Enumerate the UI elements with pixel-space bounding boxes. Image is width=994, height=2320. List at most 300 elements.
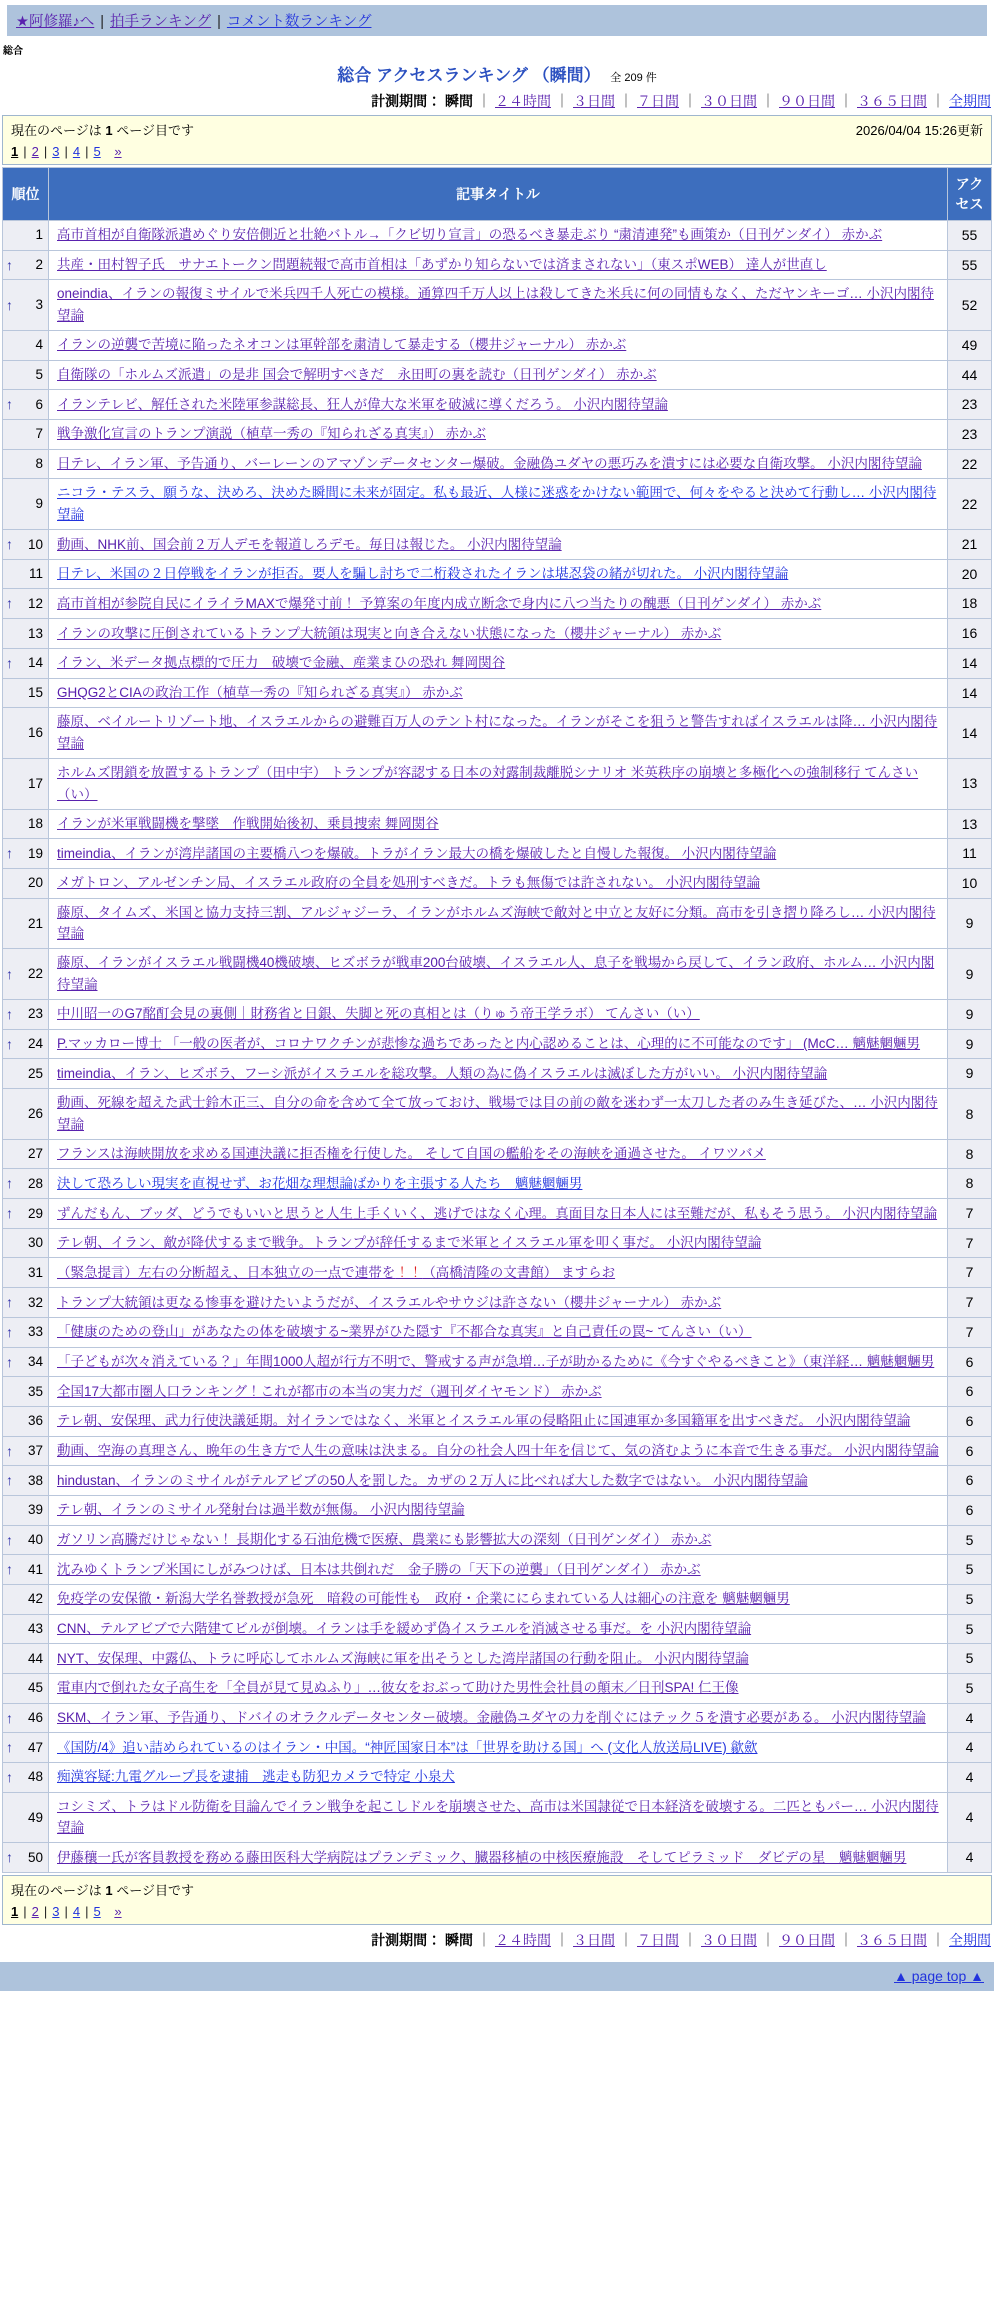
rank-number: 22 bbox=[27, 966, 43, 982]
table-row bbox=[3, 280, 992, 331]
article-title-cell bbox=[49, 1258, 948, 1288]
article-link[interactable]: 伊藤穰一氏が客員教授を務める藤田医科大学病院はプランデミック、臓器移植の中核医療施設 そしてピラミッド ダビデの星 魑魅魍魎男 bbox=[57, 1849, 907, 1865]
period-link[interactable]: 全期間 bbox=[949, 1931, 991, 1948]
period-link[interactable]: ７日間 bbox=[637, 93, 679, 109]
table-row bbox=[3, 1169, 992, 1199]
rank-cell bbox=[3, 619, 49, 649]
ranking-table bbox=[2, 167, 992, 1873]
table-row bbox=[3, 1347, 992, 1377]
article-link[interactable]: 決して恐ろしい現実を直視せず、お花畑な理想論ばかりを主張する人たち 魑魅魍魎男 bbox=[57, 1175, 583, 1191]
article-link[interactable]: 動画、死線を超えた武士鈴木正三、自分の命を含めて全て放っておけ、戦場では目の前の敵を迷わず一太刀した者のみ生き延びた、… 小沢内閣待望論 bbox=[57, 1095, 938, 1132]
article-link[interactable]: CNN、テルアビブで六階建てビルが倒壊。イランは手を緩めず偽イスラエルを消滅させる事だ。を 小沢内閣待望論 bbox=[57, 1620, 752, 1636]
rank-number: 47 bbox=[27, 1739, 43, 1755]
rank-cell bbox=[3, 1525, 49, 1555]
rank-number: 43 bbox=[27, 1620, 43, 1636]
article-link[interactable]: イランテレビ、解任された米陸軍参謀総長、狂人が偉大な米軍を破滅に導くだろう。 小沢内閣待望論 bbox=[57, 396, 668, 412]
rank-number: 29 bbox=[27, 1205, 43, 1221]
section-label: 総合 bbox=[3, 46, 23, 57]
total-count: 全 209 件 bbox=[610, 72, 657, 84]
article-title-cell bbox=[49, 589, 948, 619]
article-title-cell bbox=[49, 1059, 948, 1089]
rank-cell bbox=[3, 678, 49, 708]
table-row bbox=[3, 1059, 992, 1089]
rank-cell bbox=[3, 559, 49, 589]
period-link[interactable]: ２４時間 bbox=[495, 1931, 551, 1948]
rank-up-arrow-icon: ↑ bbox=[6, 1739, 13, 1756]
rank-number: 35 bbox=[27, 1383, 43, 1399]
rank-number: 24 bbox=[27, 1036, 43, 1052]
rank-up-arrow-icon: ↑ bbox=[6, 654, 13, 671]
rank-number: 38 bbox=[27, 1472, 43, 1488]
pagination-separator: | bbox=[43, 1903, 48, 1919]
pagination-page-link[interactable]: 2 bbox=[31, 144, 39, 159]
rank-up-arrow-icon: ↑ bbox=[6, 1294, 13, 1311]
article-link[interactable]: ずんだもん、ブッダ、どうでもいいと思うと人生上手くいく、逃げではなく心理。真面目な日本人には至難だが、私もそう思う。 小沢内閣待望論 bbox=[57, 1205, 938, 1221]
rank-cell bbox=[3, 758, 49, 809]
article-link[interactable]: フランスは海峡開放を求める国連決議に拒否権を行使した。 そして自国の艦船をその海峡を通過させた。 イワツバメ bbox=[57, 1146, 766, 1162]
table-row bbox=[3, 1466, 992, 1496]
rank-cell bbox=[3, 479, 49, 530]
rank-cell bbox=[3, 1644, 49, 1674]
access-count: 6 bbox=[948, 1436, 992, 1466]
table-row bbox=[3, 898, 992, 949]
pagination-separator: | bbox=[43, 144, 48, 159]
rank-number: 5 bbox=[35, 367, 43, 383]
table-row bbox=[3, 1089, 992, 1140]
table-row bbox=[3, 1258, 992, 1288]
page-info-box-top bbox=[2, 115, 992, 165]
rank-cell bbox=[3, 250, 49, 280]
period-label: 計測期間： bbox=[371, 1931, 445, 1948]
period-separator: ｜ bbox=[761, 93, 775, 109]
period-link[interactable]: ２４時間 bbox=[495, 93, 551, 109]
rank-cell bbox=[3, 1406, 49, 1436]
rank-cell bbox=[3, 420, 49, 450]
rank-number: 34 bbox=[27, 1353, 43, 1369]
pagination-separator: | bbox=[23, 1903, 27, 1919]
article-link[interactable]: timeindia、イランが湾岸諸国の主要橋八つを爆破。トラがイラン最大の橋を爆破したと自慢した報復。 小沢内閣待望論 bbox=[57, 845, 777, 861]
article-link[interactable]: 藤原、イランがイスラエル戦闘機40機破壊、ヒズボラが戦車200台破壊、イスラエル人、息子を戦場から戻して、イラン政府、ホルム… 小沢内閣待望論 bbox=[57, 955, 935, 993]
table-row bbox=[3, 678, 992, 708]
article-link[interactable]: 藤原、ベイルートリゾート地、イスラエルからの避難百万人のテント村になった。イランがそこを狙うと警告すればイスラエルは降… 小沢内閣待望論 bbox=[57, 714, 938, 752]
article-title-cell bbox=[49, 949, 948, 1000]
period-separator: ｜ bbox=[683, 1931, 697, 1948]
article-title-cell bbox=[49, 449, 948, 479]
article-title-cell bbox=[49, 280, 948, 331]
table-row bbox=[3, 1317, 992, 1347]
table-row bbox=[3, 1377, 992, 1407]
table-row bbox=[3, 530, 992, 560]
rank-cell bbox=[3, 1495, 49, 1525]
table-row bbox=[3, 479, 992, 530]
rank-up-arrow-icon: ↑ bbox=[6, 595, 13, 612]
access-count: 11 bbox=[948, 839, 992, 869]
table-row bbox=[3, 1792, 992, 1843]
article-title-cell bbox=[49, 1762, 948, 1792]
article-link[interactable]: 日テレ、イラン軍、予告通り、バーレーンのアマゾンデータセンター爆破。金融偽ユダヤの悪巧みを潰すには必要な自衛攻撃。 小沢内閣待望論 bbox=[57, 456, 922, 472]
article-title-cell bbox=[49, 1843, 948, 1873]
table-row bbox=[3, 839, 992, 869]
article-link[interactable]: （緊急提言）左右の分断超え、日本独立の一点で連帯を！！（高橋清隆の文書館） ますらお bbox=[57, 1264, 616, 1280]
access-count: 16 bbox=[948, 619, 992, 649]
article-link[interactable]: 免疫学の安保徹・新潟大学名誉教授が急死 暗殺の可能性も 政府・企業ににらまれている人は細心の注意を 魑魅魍魎男 bbox=[57, 1591, 790, 1607]
access-count: 8 bbox=[948, 1139, 992, 1169]
table-row bbox=[3, 868, 992, 898]
rank-up-arrow-icon: ↑ bbox=[6, 256, 13, 273]
column-header-access: アクセス bbox=[948, 168, 992, 221]
access-count: 9 bbox=[948, 1000, 992, 1030]
access-count: 4 bbox=[948, 1733, 992, 1763]
rank-number: 10 bbox=[27, 536, 43, 552]
table-row bbox=[3, 1029, 992, 1059]
article-title-cell bbox=[49, 360, 948, 390]
table-row bbox=[3, 420, 992, 450]
article-title-cell bbox=[49, 1525, 948, 1555]
article-link[interactable]: P.マッカロー博士 「一般の医者が、コロナワクチンが悲惨な過ちであったと内心認めることは、心理的に不可能なのです」 (McC… 魑魅魍魎男 bbox=[57, 1036, 921, 1052]
pagination-page-link[interactable]: 2 bbox=[31, 1903, 39, 1919]
rank-number: 37 bbox=[27, 1442, 43, 1458]
table-row bbox=[3, 1843, 992, 1873]
article-link[interactable]: ホルムズ閉鎖を放置するトランプ（田中宇） トランプが容認する日本の対露制裁離脱シナリオ 米英秩序の崩壊と多極化への強制移行 てんさい（い） bbox=[57, 764, 919, 802]
nav-link[interactable]: ★阿修羅♪へ bbox=[16, 14, 95, 30]
article-title-cell bbox=[49, 1228, 948, 1258]
rank-cell bbox=[3, 1199, 49, 1229]
table-row bbox=[3, 1525, 992, 1555]
article-link[interactable]: 「健康のための登山」があなたの体を破壊する~業界がひた隠す『不都合な真実』と自己責任の罠~ てんさい（い） bbox=[57, 1324, 752, 1340]
access-count: 52 bbox=[948, 280, 992, 331]
table-row bbox=[3, 1673, 992, 1703]
rank-number: 18 bbox=[27, 816, 43, 832]
pagination-page-link[interactable]: 5 bbox=[93, 1903, 101, 1919]
table-row bbox=[3, 331, 992, 361]
rank-number: 21 bbox=[27, 915, 43, 931]
article-title-cell bbox=[49, 648, 948, 678]
rank-up-arrow-icon: ↑ bbox=[6, 1561, 13, 1578]
rank-cell bbox=[3, 1288, 49, 1318]
article-link[interactable]: コシミズ、トラはドル防衛を目論んでイラン戦争を起こしドルを崩壊させた、高市は米国隷従で日本経済を破壊する。二匹ともパー… 小沢内閣待望論 bbox=[57, 1798, 939, 1836]
rank-number: 26 bbox=[27, 1106, 43, 1121]
article-link[interactable]: イランが米軍戦闘機を撃墜 作戦開始後初、乗員捜索 舞岡関谷 bbox=[57, 816, 439, 832]
period-separator: ｜ bbox=[477, 1931, 491, 1948]
table-row bbox=[3, 1436, 992, 1466]
rank-up-arrow-icon: ↑ bbox=[6, 1531, 13, 1548]
rank-number: 28 bbox=[27, 1175, 43, 1191]
nav-link[interactable]: 拍手ランキング bbox=[110, 14, 212, 30]
period-link[interactable]: ７日間 bbox=[637, 1931, 679, 1948]
rank-cell bbox=[3, 1059, 49, 1089]
current-page-text: 現在のページは 1 ページ目です bbox=[11, 1882, 194, 1898]
pagination-bottom bbox=[11, 1904, 983, 1919]
rank-cell bbox=[3, 708, 49, 759]
table-row bbox=[3, 708, 992, 759]
table-row bbox=[3, 1762, 992, 1792]
access-count: 6 bbox=[948, 1377, 992, 1407]
access-count: 18 bbox=[948, 589, 992, 619]
period-link[interactable]: ３日間 bbox=[573, 1931, 615, 1948]
rank-up-arrow-icon: ↑ bbox=[6, 965, 13, 982]
access-count: 22 bbox=[948, 479, 992, 530]
article-link[interactable]: イランの攻撃に圧倒されているトランプ大統領は現実と向き合えない状態になった（櫻井ジャーナル） 赤かぶ bbox=[57, 625, 722, 641]
rank-number: 39 bbox=[27, 1502, 43, 1518]
rank-up-arrow-icon: ↑ bbox=[6, 1849, 13, 1866]
rank-up-arrow-icon: ↑ bbox=[6, 1472, 13, 1489]
article-title-cell bbox=[49, 1495, 948, 1525]
access-count: 7 bbox=[948, 1199, 992, 1229]
rank-up-arrow-icon: ↑ bbox=[6, 1035, 13, 1052]
rank-number: 3 bbox=[35, 297, 43, 313]
rank-cell bbox=[3, 530, 49, 560]
article-title-cell bbox=[49, 1644, 948, 1674]
article-title-cell bbox=[49, 1317, 948, 1347]
rank-cell bbox=[3, 1584, 49, 1614]
rank-cell bbox=[3, 949, 49, 1000]
article-link[interactable]: 動画、NHK前、国会前２万人デモを報道しろデモ。毎日は報じた。 小沢内閣待望論 bbox=[57, 536, 562, 552]
table-row bbox=[3, 1555, 992, 1585]
access-count: 8 bbox=[948, 1169, 992, 1199]
access-count: 9 bbox=[948, 949, 992, 1000]
rank-cell bbox=[3, 331, 49, 361]
rank-number: 15 bbox=[27, 684, 43, 700]
period-link[interactable]: 全期間 bbox=[949, 93, 991, 109]
rank-cell bbox=[3, 1228, 49, 1258]
period-link[interactable]: ９０日間 bbox=[779, 93, 835, 109]
article-title-cell bbox=[49, 1347, 948, 1377]
table-row bbox=[3, 809, 992, 839]
rank-cell bbox=[3, 1614, 49, 1644]
rank-number: 1 bbox=[35, 227, 43, 243]
pagination-page-link[interactable]: 5 bbox=[93, 144, 101, 159]
access-count: 5 bbox=[948, 1673, 992, 1703]
table-row bbox=[3, 1584, 992, 1614]
article-title-cell bbox=[49, 420, 948, 450]
access-count: 23 bbox=[948, 420, 992, 450]
table-row bbox=[3, 1199, 992, 1229]
page-title: 総合 アクセスランキング （瞬間） bbox=[337, 66, 601, 85]
rank-cell bbox=[3, 1317, 49, 1347]
rank-cell bbox=[3, 1377, 49, 1407]
article-link[interactable]: 《国防/4》追い詰められているのはイラン・中国。“神匠国家日本”は「世界を助ける国」へ (文化人放送局LIVE) 歙歛 bbox=[57, 1739, 758, 1755]
access-count: 5 bbox=[948, 1555, 992, 1585]
rank-number: 25 bbox=[27, 1065, 43, 1081]
article-link[interactable]: 動画、空海の真理さん、晩年の生き方で人生の意味は決まる。自分の社会人四十年を信じて、気の済むように本音で生きる事だ。 小沢内閣待望論 bbox=[57, 1442, 939, 1458]
rank-up-arrow-icon: ↑ bbox=[6, 396, 13, 413]
article-link[interactable]: テレ朝、イラン、敵が降伏するまで戦争。トランプが辞任するまで米軍とイスラエル軍を叩く事だ。 小沢内閣待望論 bbox=[57, 1235, 762, 1251]
rank-number: 32 bbox=[27, 1294, 43, 1310]
current-page-text: 現在のページは 1 ページ目です bbox=[11, 123, 194, 138]
table-row bbox=[3, 221, 992, 251]
article-link[interactable]: 自衛隊の「ホルムズ派遣」の是非 国会で解明すべきだ 永田町の裏を読む（日刊ゲンダイ） 赤かぶ bbox=[57, 367, 657, 383]
article-link[interactable]: oneindia、イランの報復ミサイルで米兵四千人死亡の模様。通算四千万人以上は殺してきた米兵に何の同情もなく、ただヤンキーゴ… 小沢内閣待望論 bbox=[57, 286, 934, 324]
rank-cell bbox=[3, 1673, 49, 1703]
article-link[interactable]: 共産・田村智子氏 サナエトークン問題続報で高市首相は「あずかり知らないでは済まされない」（東スポWEB） 達人が世直し bbox=[57, 257, 827, 273]
article-title-cell bbox=[49, 331, 948, 361]
article-link[interactable]: 藤原、タイムズ、米国と協力支持三割、アルジャジーラ、イランがホルムズ海峡で敵対と中立と友好に分類。高市を引き摺り降ろし… 小沢内閣待望論 bbox=[57, 904, 936, 942]
access-count: 4 bbox=[948, 1703, 992, 1733]
access-count: 4 bbox=[948, 1792, 992, 1843]
article-title-cell bbox=[49, 809, 948, 839]
page-top-link[interactable]: ▲ page top ▲ bbox=[894, 1967, 984, 1984]
period-separator: ｜ bbox=[931, 1931, 945, 1948]
article-title-cell bbox=[49, 1089, 948, 1140]
pagination-page-link[interactable]: 4 bbox=[72, 144, 81, 159]
article-title-cell bbox=[49, 619, 948, 649]
access-count: 5 bbox=[948, 1525, 992, 1555]
article-link[interactable]: SKM、イラン軍、予告通り、ドバイのオラクルデータセンター破壊。金融偽ユダヤの力を削ぐにはテック５を潰す必要がある。 小沢内閣待望論 bbox=[57, 1709, 926, 1725]
rank-cell bbox=[3, 221, 49, 251]
access-count: 21 bbox=[948, 530, 992, 560]
rank-number: 16 bbox=[27, 725, 43, 741]
article-link[interactable]: ガソリン高騰だけじゃない！ 長期化する石油危機で医療、農業にも影響拡大の深刻（日刊ゲンダイ） 赤かぶ bbox=[57, 1531, 712, 1547]
rank-number: 36 bbox=[27, 1413, 43, 1429]
pagination-separator: | bbox=[23, 144, 27, 159]
access-count: 7 bbox=[948, 1258, 992, 1288]
article-link[interactable]: 電車内で倒れた女子高生を「全員が見て見ぬふり」…彼女をおぶって助けた男性会社員の顛末／日刊SPA! 仁王像 bbox=[57, 1680, 739, 1696]
table-row bbox=[3, 1139, 992, 1169]
period-link[interactable]: ３日間 bbox=[573, 93, 615, 109]
period-link[interactable]: ３６５日間 bbox=[857, 1931, 927, 1948]
pagination-page-link[interactable]: 3 bbox=[52, 144, 60, 159]
article-title-cell bbox=[49, 1436, 948, 1466]
article-link[interactable]: トランプ大統領は更なる惨事を避けたいようだが、イスラエルやサウジは許さない（櫻井ジャーナル） 赤かぶ bbox=[57, 1294, 722, 1310]
article-link[interactable]: 高市首相が自衛隊派遣めぐり安倍側近と壮絶バトル→「クビ切り宣言」の恐るべき暴走ぶり “粛清連発”も画策か（日刊ゲンダイ） 赤かぶ bbox=[57, 227, 883, 243]
table-row bbox=[3, 390, 992, 420]
article-link[interactable]: ニコラ・テスラ、願うな、決めろ、決めた瞬間に未来が固定。私も最近、人様に迷惑をかけない範囲で、何々をやると決めて行動し… 小沢内閣待望論 bbox=[57, 485, 937, 523]
period-selector-top bbox=[0, 91, 991, 111]
rank-up-arrow-icon: ↑ bbox=[6, 845, 13, 862]
pagination-next-link[interactable]: » bbox=[114, 1903, 122, 1919]
article-title-cell bbox=[49, 839, 948, 869]
access-count: 14 bbox=[948, 648, 992, 678]
period-label: 計測期間： bbox=[371, 93, 445, 109]
period-separator: ｜ bbox=[839, 93, 853, 109]
access-count: 6 bbox=[948, 1347, 992, 1377]
page-info-box-bottom bbox=[2, 1875, 992, 1925]
access-count: 22 bbox=[948, 449, 992, 479]
rank-number: 13 bbox=[27, 625, 43, 641]
access-count: 44 bbox=[948, 360, 992, 390]
article-link[interactable]: NYT、安保理、中露仏、トラに呼応してホルムズ海峡に軍を出そうとした湾岸諸国の行動を阻止。 小沢内閣待望論 bbox=[57, 1650, 749, 1666]
period-link[interactable]: ３０日間 bbox=[701, 93, 757, 109]
article-link[interactable]: 痴漢容疑:九電グループ長を逮捕 逃走も防犯カメラで特定 小泉犬 bbox=[57, 1769, 455, 1785]
period-link[interactable]: ３０日間 bbox=[701, 1931, 757, 1948]
column-header-title: 記事タイトル bbox=[49, 168, 948, 221]
article-link[interactable]: イランの逆襲で苦境に陥ったネオコンは軍幹部を粛清して暴走する（櫻井ジャーナル） 赤かぶ bbox=[57, 337, 627, 353]
rank-number: 17 bbox=[27, 775, 43, 791]
article-link[interactable]: 全国17大都市圏人口ランキング！これが都市の本当の実力だ（週刊ダイヤモンド） 赤かぶ bbox=[57, 1383, 602, 1399]
access-count: 4 bbox=[948, 1762, 992, 1792]
nav-separator: | bbox=[100, 14, 105, 30]
red-exclamation-text: ！！ bbox=[395, 1264, 423, 1280]
rank-number: 48 bbox=[27, 1769, 43, 1785]
access-count: 9 bbox=[948, 1059, 992, 1089]
rank-number: 40 bbox=[27, 1531, 43, 1547]
access-count: 9 bbox=[948, 1029, 992, 1059]
rank-cell bbox=[3, 1762, 49, 1792]
article-link[interactable]: 中川昭一のG7酩酊会見の裏側｜財務省と日銀、失脚と死の真相とは（りゅう帝王学ラボ） てんさい（い） bbox=[57, 1006, 700, 1022]
rank-cell bbox=[3, 1843, 49, 1873]
rank-number: 6 bbox=[35, 396, 43, 412]
access-count: 6 bbox=[948, 1406, 992, 1436]
bottom-bar bbox=[0, 1962, 994, 1991]
article-title-cell bbox=[49, 1000, 948, 1030]
access-count: 14 bbox=[948, 708, 992, 759]
rank-cell bbox=[3, 1258, 49, 1288]
rank-up-arrow-icon: ↑ bbox=[6, 1353, 13, 1370]
access-count: 55 bbox=[948, 250, 992, 280]
rank-cell bbox=[3, 589, 49, 619]
table-row bbox=[3, 1406, 992, 1436]
article-link[interactable]: 「子どもが次々消えている？」年間1000人超が行方不明で、警戒する声が急増…子が助かるために《今すぐやるべきこと》（東洋経… 魑魅魍魎男 bbox=[57, 1353, 935, 1369]
pagination-next-link[interactable]: » bbox=[114, 144, 122, 159]
article-link[interactable]: 高市首相が参院自民にイライラMAXで爆発寸前！ 予算案の年度内成立断念で身内に八つ当たりの醜悪（日刊ゲンダイ） 赤かぶ bbox=[57, 595, 822, 611]
rank-number: 49 bbox=[27, 1809, 43, 1825]
article-link[interactable]: 戦争激化宣言のトランプ演説（植草一秀の『知られざる真実』） 赤かぶ bbox=[57, 426, 486, 442]
article-link[interactable]: イラン、米データ拠点標的で圧力 破壊で金融、産業まひの恐れ 舞岡関谷 bbox=[57, 655, 506, 671]
article-title-cell bbox=[49, 1614, 948, 1644]
current-page-number: 1 bbox=[105, 1882, 113, 1898]
table-row bbox=[3, 1703, 992, 1733]
pagination-page-link[interactable]: 4 bbox=[72, 1903, 81, 1919]
access-count: 20 bbox=[948, 559, 992, 589]
rank-cell bbox=[3, 1733, 49, 1763]
article-link[interactable]: テレ朝、安保理、武力行使決議延期。対イランではなく、米軍とイスラエル軍の侵略阻止に国連軍か多国籍軍を出すべきだ。 小沢内閣待望論 bbox=[57, 1413, 911, 1429]
rank-cell bbox=[3, 1139, 49, 1169]
rank-cell bbox=[3, 1792, 49, 1843]
access-count: 10 bbox=[948, 868, 992, 898]
rank-number: 8 bbox=[35, 456, 43, 472]
rank-number: 2 bbox=[35, 257, 43, 273]
table-row bbox=[3, 360, 992, 390]
period-link[interactable]: ３６５日間 bbox=[857, 93, 927, 109]
column-header-rank: 順位 bbox=[3, 168, 49, 221]
period-link[interactable]: ９０日間 bbox=[779, 1931, 835, 1948]
nav-link[interactable]: コメント数ランキング bbox=[226, 14, 372, 30]
article-title-cell bbox=[49, 1555, 948, 1585]
article-link[interactable]: hindustan、イランのミサイルがテルアビブの50人を罰した。カザの２万人に比べれば大した数字ではない。 小沢内閣待望論 bbox=[57, 1472, 808, 1488]
period-separator: ｜ bbox=[555, 1931, 569, 1948]
pagination-page-link[interactable]: 3 bbox=[52, 1903, 60, 1919]
rank-number: 11 bbox=[28, 566, 43, 582]
rank-number: 12 bbox=[27, 595, 43, 611]
period-separator: ｜ bbox=[555, 93, 569, 109]
article-link[interactable]: 沈みゆくトランプ米国にしがみつけば、日本は共倒れだ 金子勝の「天下の逆襲」（日刊ゲンダイ） 赤かぶ bbox=[57, 1561, 701, 1577]
rank-up-arrow-icon: ↑ bbox=[6, 1442, 13, 1459]
article-title-cell bbox=[49, 868, 948, 898]
article-title-cell bbox=[49, 1377, 948, 1407]
article-link[interactable]: テレ朝、イランのミサイル発射台は過半数が無傷。 小沢内閣待望論 bbox=[57, 1502, 465, 1518]
pagination-separator: | bbox=[85, 1903, 89, 1919]
table-row bbox=[3, 758, 992, 809]
access-count: 49 bbox=[948, 331, 992, 361]
table-row bbox=[3, 449, 992, 479]
article-link[interactable]: 日テレ、米国の２日停戦をイランが拒否。要人を騙し討ちで二桁殺されたイランは堪忍袋の緒が切れた。 小沢内閣待望論 bbox=[57, 566, 789, 582]
article-title-cell bbox=[49, 559, 948, 589]
article-link[interactable]: メガトロン、アルゼンチン局、イスラエル政府の全員を処刑すべきだ。トラも無傷では許されない。 小沢内閣待望論 bbox=[57, 875, 761, 891]
rank-cell bbox=[3, 1000, 49, 1030]
article-link[interactable]: timeindia、イラン、ヒズボラ、フーシ派がイスラエルを総攻撃。人類の為に偽イスラエルは滅ぼした方がいい。 小沢内閣待望論 bbox=[57, 1065, 828, 1081]
rank-number: 31 bbox=[27, 1264, 43, 1280]
table-row bbox=[3, 559, 992, 589]
rank-cell bbox=[3, 1347, 49, 1377]
rank-number: 7 bbox=[35, 426, 43, 442]
period-separator: ｜ bbox=[619, 1931, 633, 1948]
rank-number: 41 bbox=[27, 1561, 43, 1577]
access-count: 13 bbox=[948, 809, 992, 839]
rank-number: 42 bbox=[27, 1591, 43, 1607]
article-link[interactable]: GHQG2とCIAの政治工作（植草一秀の『知られざる真実』） 赤かぶ bbox=[57, 684, 463, 700]
rank-number: 33 bbox=[27, 1324, 43, 1340]
rank-cell bbox=[3, 898, 49, 949]
